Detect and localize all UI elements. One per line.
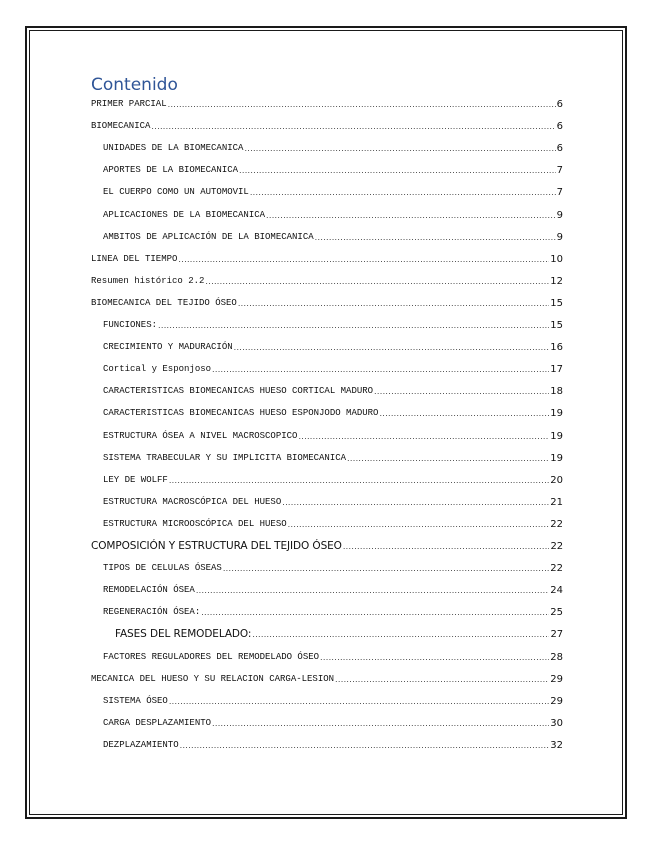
toc-entry-title: FASES DEL REMODELADO: [115, 628, 252, 641]
toc-dot-leader [169, 475, 549, 486]
toc-page-number: 6 [556, 121, 563, 133]
toc-page-number: 18 [550, 386, 563, 398]
toc-entry[interactable] [103, 184, 563, 198]
toc-entry[interactable] [103, 339, 563, 353]
toc-entry[interactable] [103, 229, 563, 243]
toc-page-number: 9 [556, 209, 563, 221]
toc-entry[interactable] [103, 450, 563, 464]
toc-dot-leader [335, 674, 549, 685]
toc-page-number: 24 [550, 585, 563, 597]
toc-entry-title: CARGA DESPLAZAMIENTO [103, 717, 212, 728]
toc-dot-leader [374, 386, 549, 397]
toc-entry-title: BIOMECANICA [91, 121, 151, 132]
toc-entry[interactable] [103, 405, 563, 419]
toc-page-number: 22 [550, 541, 563, 552]
toc-entry[interactable] [115, 626, 563, 640]
toc-page-number: 10 [550, 253, 563, 265]
toc-entry[interactable] [103, 516, 563, 530]
toc-dot-leader [169, 696, 549, 707]
toc-dot-leader [223, 563, 549, 574]
toc-page-number: 27 [550, 629, 563, 641]
toc-entry-title: FUNCIONES: [103, 320, 158, 330]
toc-entry-title: MECANICA DEL HUESO Y SU RELACION CARGA-LESION [91, 673, 335, 684]
toc-page-number: 6 [556, 99, 563, 110]
toc-entry-title: EL CUERPO COMO UN AUTOMOVIL [103, 187, 249, 198]
toc-page-number: 20 [550, 474, 563, 486]
toc-dot-leader [234, 342, 550, 353]
toc-page-number: 30 [550, 717, 563, 729]
toc-dot-leader [239, 165, 556, 176]
toc-entry-title: UNIDADES DE LA BIOMECANICA [103, 143, 244, 154]
toc-entry[interactable] [103, 162, 563, 176]
toc-dot-leader [379, 408, 549, 419]
toc-entry-title: BIOMECANICA DEL TEJIDO ÓSEO [91, 297, 237, 308]
toc-page-number: 7 [556, 187, 563, 199]
toc-entry-title: REMODELACIÓN ÓSEA [103, 585, 195, 596]
toc-entry-title: CARACTERISTICAS BIOMECANICAS HUESO ESPONJODO MADURO [103, 408, 379, 419]
toc-dot-leader [343, 541, 550, 552]
toc-entry-title: PRIMER PARCIAL [91, 99, 167, 109]
toc-entry[interactable] [91, 251, 563, 265]
toc-page-number: 25 [550, 607, 563, 619]
toc-entry-title: SISTEMA ÓSEO [103, 695, 168, 706]
toc-page-number: 6 [556, 143, 563, 155]
toc-entry-title: ESTRUCTURA MICROOSCÓPICA DEL HUESO [103, 518, 287, 529]
toc-dot-leader [180, 740, 550, 751]
toc-dot-leader [266, 210, 556, 221]
toc-entry[interactable] [103, 693, 563, 707]
toc-entry-title: DEZPLAZAMIENTO [103, 739, 179, 750]
toc-dot-leader [205, 276, 549, 287]
toc-entry[interactable] [103, 715, 563, 729]
toc-entry-title: COMPOSICIÓN Y ESTRUCTURA DEL TEJIDO ÓSEO [91, 540, 342, 552]
toc-entry-title: APORTES DE LA BIOMECANICA [103, 165, 239, 176]
toc-page-number: 9 [556, 231, 563, 243]
toc-page-number: 21 [550, 496, 563, 508]
toc-dot-leader [201, 607, 549, 618]
toc-entry[interactable] [103, 649, 563, 663]
toc-dot-leader [212, 718, 549, 729]
toc-page-number: 22 [550, 563, 563, 575]
toc-dot-leader [168, 99, 556, 110]
toc-page-number: 32 [550, 739, 563, 751]
toc-entry-title: SISTEMA TRABECULAR Y SU IMPLICITA BIOMECANICA [103, 452, 347, 463]
toc-entry-title: LINEA DEL TIEMPO [91, 253, 178, 264]
toc-entry[interactable] [103, 428, 563, 442]
toc-entry[interactable] [91, 295, 563, 309]
toc-page-number: 15 [550, 297, 563, 309]
toc-entry-title: APLICACIONES DE LA BIOMECANICA [103, 209, 266, 220]
toc-dot-leader [298, 431, 549, 442]
toc-page-number: 7 [556, 165, 563, 177]
toc-entry[interactable] [103, 582, 563, 596]
toc-entry-title: REGENERACIÓN ÓSEA: [103, 607, 201, 618]
toc-entry[interactable] [91, 118, 563, 132]
toc-dot-leader [315, 232, 556, 243]
toc-dot-leader [244, 143, 555, 154]
toc-entry[interactable] [103, 207, 563, 221]
toc-entry[interactable] [91, 671, 563, 685]
toc-entry[interactable] [103, 494, 563, 508]
toc-page-number: 19 [550, 430, 563, 442]
toc-entry-title: Cortical y Esponjoso [103, 364, 212, 375]
toc-entry[interactable] [103, 737, 563, 751]
toc-dot-leader [158, 320, 549, 331]
toc-entry-title: LEY DE WOLFF [103, 474, 168, 485]
toc-entry[interactable] [91, 273, 563, 287]
toc-dot-leader [151, 121, 555, 132]
toc-entry[interactable] [103, 361, 563, 375]
toc-entry-title: CARACTERISTICAS BIOMECANICAS HUESO CORTICAL MADURO [103, 386, 374, 397]
toc-page-number: 19 [550, 452, 563, 464]
toc-entry[interactable] [103, 604, 563, 618]
toc-entry[interactable] [103, 317, 563, 331]
toc-dot-leader [178, 254, 549, 265]
toc-page-number: 29 [550, 673, 563, 685]
toc-page-number: 17 [550, 364, 563, 376]
toc-dot-leader [282, 497, 549, 508]
toc-entry-title: ESTRUCTURA MACROSCÓPICA DEL HUESO [103, 496, 282, 507]
toc-entry[interactable] [91, 96, 563, 110]
toc-entry-title: Resumen histórico 2.2 [91, 275, 205, 286]
toc-page-number: 22 [550, 518, 563, 530]
toc-dot-leader [252, 629, 549, 640]
toc-entry-title: CRECIMIENTO Y MADURACIÓN [103, 342, 233, 353]
toc-dot-leader [196, 585, 549, 596]
toc-dot-leader [347, 453, 549, 464]
toc-dot-leader [212, 364, 549, 375]
toc-entry-title: AMBITOS DE APLICACIÓN DE LA BIOMECANICA [103, 231, 314, 242]
toc-page-number: 29 [550, 695, 563, 707]
toc-entry[interactable] [91, 538, 563, 552]
toc-entry-title: TIPOS DE CELULAS ÓSEAS [103, 563, 222, 574]
toc-page-number: 16 [550, 342, 563, 354]
toc-page-number: 19 [550, 408, 563, 420]
toc-entry-title: FACTORES REGULADORES DEL REMODELADO ÓSEO [103, 651, 320, 662]
toc-page-number: 15 [550, 320, 563, 331]
toc-dot-leader [238, 298, 549, 309]
toc-dot-leader [250, 187, 556, 198]
toc-entry[interactable] [103, 472, 563, 486]
toc-page-number: 28 [550, 651, 563, 663]
toc-title: Contenido [91, 75, 178, 95]
toc-dot-leader [288, 519, 550, 530]
toc-entry[interactable] [103, 383, 563, 397]
toc-page-number: 12 [550, 275, 563, 287]
toc-entry[interactable] [103, 560, 563, 574]
toc-entry[interactable] [103, 140, 563, 154]
toc-dot-leader [320, 652, 549, 663]
toc-entry-title: ESTRUCTURA ÓSEA A NIVEL MACROSCOPICO [103, 430, 298, 441]
